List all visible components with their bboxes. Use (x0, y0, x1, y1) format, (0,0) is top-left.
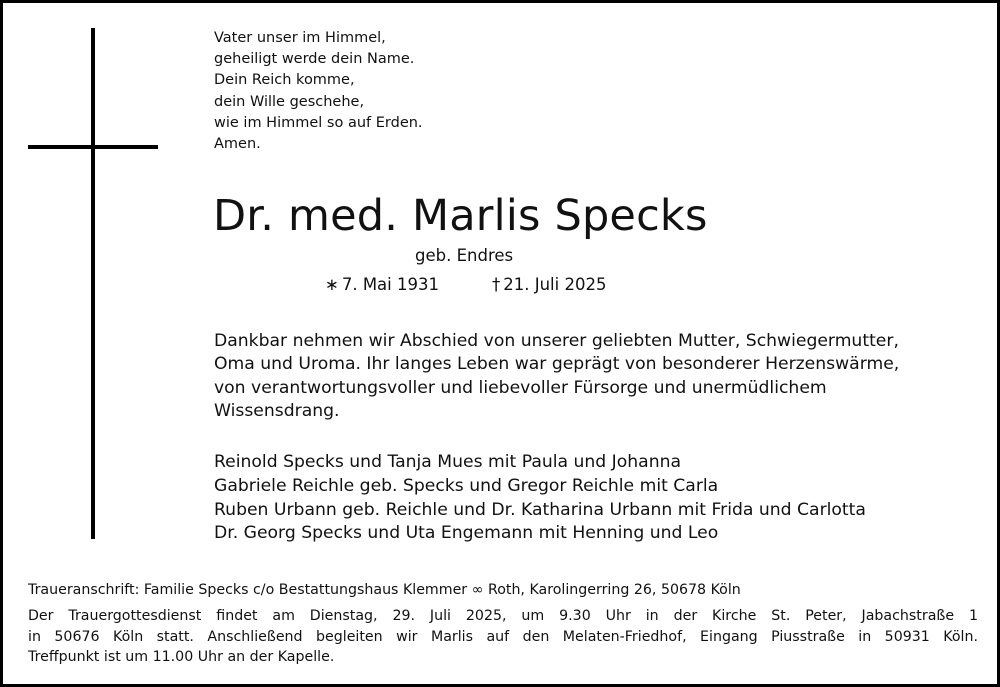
service-line: Der Trauergottesdienst findet am Dienstag, 29. Juli 2025, um 9.30 Uhr in der Kirche St. Peter, Jabachstraße 1 (28, 608, 978, 624)
death-dagger-icon: † (492, 275, 501, 294)
family-member-line: Reinold Specks und Tanja Mues mit Paula und Johanna (214, 452, 682, 472)
prayer-line: dein Wille geschehe, (214, 93, 365, 110)
service-info (28, 606, 978, 668)
birth-name: geb. Endres (415, 246, 514, 265)
deceased-name: Dr. med. Marlis Specks (213, 191, 708, 241)
cross-vertical-bar (91, 28, 95, 539)
mourning-address: Traueranschrift: Familie Specks c/o Bestattungshaus Klemmer ∞ Roth, Karolingerring 26, 50678 Köln (28, 582, 741, 598)
service-line: in 50676 Köln statt. Anschließend begleiten wir Marlis auf den Melaten-Friedhof, Eingang Piusstraße in 50931 Köln. (28, 628, 978, 645)
message-line: Dankbar nehmen wir Abschied von unserer geliebten Mutter, Schwiegermutter, (214, 331, 899, 351)
message-line: von verantwortungsvoller und liebevoller Fürsorge und unermüdlichem (214, 377, 827, 398)
prayer-line: Amen. (214, 136, 261, 153)
family-member-line: Ruben Urbann geb. Reichle und Dr. Katharina Urbann mit Frida und Carlotta (214, 499, 866, 520)
service-line: Treffpunkt ist um 11.00 Uhr an der Kapelle. (28, 649, 335, 665)
birth-star-icon: ∗ (325, 275, 339, 294)
family-list (214, 451, 866, 546)
death-date-line (492, 274, 606, 296)
family-member-line: Gabriele Reichle geb. Specks und Gregor Reichle mit Carla (214, 475, 719, 496)
prayer-line: wie im Himmel so auf Erden. (214, 114, 423, 131)
farewell-message (214, 330, 984, 424)
message-line: Oma und Uroma. Ihr langes Leben war geprägt von besonderer Herzenswärme, (214, 354, 900, 375)
birth-date-line (325, 274, 439, 296)
prayer-line: geheiligt werde dein Name. (214, 51, 415, 68)
prayer-line: Vater unser im Himmel, (214, 30, 386, 46)
family-member-line: Dr. Georg Specks und Uta Engemann mit Henning und Leo (214, 523, 719, 544)
birth-date: 7. Mai 1931 (341, 275, 439, 294)
cross-horizontal-bar (28, 145, 158, 149)
prayer-line: Dein Reich komme, (214, 72, 355, 89)
prayer-text (214, 28, 423, 155)
message-line: Wissensdrang. (214, 401, 340, 422)
death-date: 21. Juli 2025 (503, 275, 607, 294)
